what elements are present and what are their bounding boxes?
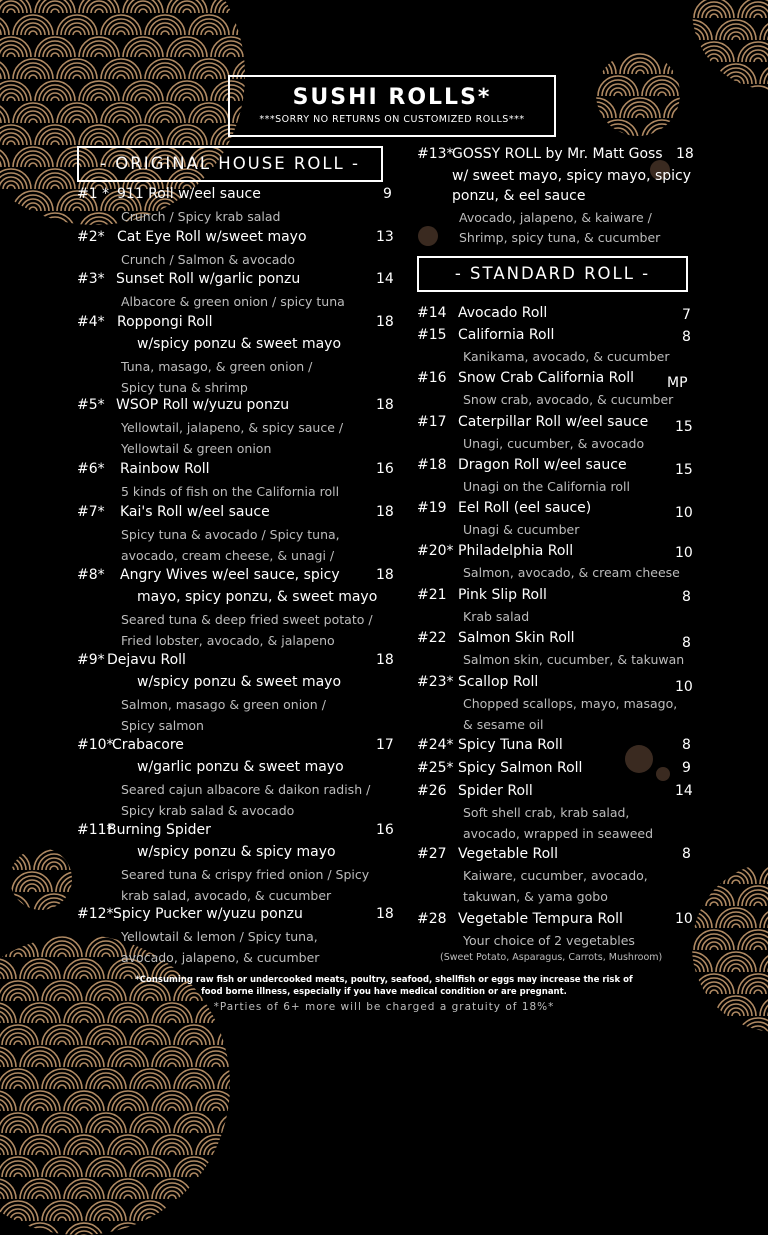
item-name: Spider Roll [458,783,533,799]
item-description: avocado, jalapeno, & cucumber [121,950,320,965]
item-description: Soft shell crab, krab salad, [463,805,630,820]
item-name: Crabacore [112,737,184,753]
item-description: Avocado, jalapeno, & kaiware / [459,210,652,225]
item-number: #3* [77,271,105,287]
item-sauce: w/ sweet mayo, spicy mayo, spicy [452,168,692,184]
item-number: #1 * [77,186,110,202]
item-number: #16 [417,370,447,386]
item-price: 18 [376,567,394,583]
item-name: Roppongi Roll [117,314,213,330]
item-price: 10 [675,545,693,561]
item-number: #14 [417,305,447,321]
item-price: 14 [376,271,394,287]
item-number: #24* [417,737,454,753]
decorative-pattern-small-top-right [596,52,680,136]
item-sauce: w/garlic ponzu & sweet mayo [137,759,344,775]
item-description: Kaiware, cucumber, avocado, [463,868,648,883]
item-price: 15 [675,462,693,478]
item-name: Spicy Tuna Roll [458,737,563,753]
item-description: Yellowtail & lemon / Spicy tuna, [121,929,318,944]
item-price: 7 [682,307,691,323]
decorative-pattern-mid-left [10,848,72,910]
item-name: Sunset Roll w/garlic ponzu [116,271,301,287]
item-description: Spicy tuna & shrimp [121,380,248,395]
item-price: 9 [682,760,691,776]
item-description: Albacore & green onion / spicy tuna [121,294,345,309]
item-description: Shrimp, spicy tuna, & cucumber [459,230,661,245]
item-name: Kai's Roll w/eel sauce [120,504,270,520]
item-name: GOSSY ROLL by Mr. Matt Goss [452,146,663,162]
item-name: Avocado Roll [458,305,548,321]
decorative-dot [656,767,670,781]
item-price: 18 [376,397,394,413]
item-number: #7* [77,504,105,520]
item-name: Burning Spider [107,822,211,838]
item-description: Crunch / Salmon & avocado [121,252,295,267]
item-number: #10* [77,737,114,753]
item-name: Salmon Skin Roll [458,630,575,646]
item-description: Tuna, masago, & green onion / [121,359,313,374]
wave-pattern-icon [10,848,72,910]
item-number: #11* [77,822,114,838]
item-description: Unagi on the California roll [463,479,630,494]
item-name: Caterpillar Roll w/eel sauce [458,414,649,430]
item-number: #27 [417,846,447,862]
item-number: #20* [417,543,454,559]
item-description: & sesame oil [463,717,544,732]
item-price: 15 [675,419,693,435]
item-description: Yellowtail & green onion [121,441,272,456]
standard-roll-heading: - STANDARD ROLL - [417,256,688,292]
item-description: Crunch / Spicy krab salad [121,209,281,224]
item-price: 16 [376,461,394,477]
item-name: California Roll [458,327,555,343]
item-price: 14 [675,783,693,799]
item-price: 8 [682,635,691,651]
item-sauce: w/spicy ponzu & sweet mayo [137,674,342,690]
wave-pattern-icon [692,0,768,90]
item-price: 9 [383,186,392,202]
item-name: Snow Crab California Roll [458,370,635,386]
item-description: Salmon skin, cucumber, & takuwan [463,652,685,667]
item-note: (Sweet Potato, Asparagus, Carrots, Mushroom) [440,952,663,963]
item-price: 18 [376,652,394,668]
item-price: 18 [676,146,694,162]
item-name: Pink Slip Roll [458,587,547,603]
item-number: #22 [417,630,447,646]
item-price: 8 [682,737,691,753]
item-price: 8 [682,589,691,605]
item-description: Kanikama, avocado, & cucumber [463,349,670,364]
item-name: Cat Eye Roll w/sweet mayo [117,229,307,245]
item-name: Philadelphia Roll [458,543,574,559]
item-number: #19 [417,500,447,516]
title-box [228,75,556,137]
page-subtitle: ***SORRY NO RETURNS ON CUSTOMIZED ROLLS*** [259,114,525,125]
item-description: Yellowtail, jalapeno, & spicy sauce / [121,420,344,435]
item-number: #9* [77,652,105,668]
item-price: 13 [376,229,394,245]
item-number: #17 [417,414,447,430]
item-description: Seared tuna & deep fried sweet potato / [121,612,373,627]
wave-pattern-icon [596,52,680,136]
item-sauce: w/spicy ponzu & sweet mayo [137,336,342,352]
item-name: Scallop Roll [458,674,539,690]
item-price: 10 [675,911,693,927]
gratuity-notice: *Parties of 6+ more will be charged a gratuity of 18%* [213,1001,555,1013]
item-name: Vegetable Tempura Roll [458,911,623,927]
item-sauce: mayo, spicy ponzu, & sweet mayo [137,589,378,605]
item-description: Seared cajun albacore & daikon radish / [121,782,371,797]
item-description: Unagi, cucumber, & avocado [463,436,645,451]
item-number: #25* [417,760,454,776]
item-description: Chopped scallops, mayo, masago, [463,696,678,711]
item-description: takuwan, & yama gobo [463,889,608,904]
food-safety-notice: *Consuming raw fish or undercooked meats, poultry, seafood, shellfish or eggs may increase the risk of [135,975,633,985]
item-description: Snow crab, avocado, & cucumber [463,392,674,407]
item-description: Unagi & cucumber [463,522,580,537]
item-price: MP [667,375,688,391]
item-description: Seared tuna & crispy fried onion / Spicy [121,867,370,882]
item-price: 10 [675,505,693,521]
item-name: Rainbow Roll [120,461,210,477]
item-name: Eel Roll (eel sauce) [458,500,592,516]
decorative-dot [418,226,438,246]
food-safety-notice-line2: food borne illness, especially if you have medical condition or are pregnant. [201,987,567,997]
item-number: #6* [77,461,105,477]
item-price: 16 [376,822,394,838]
decorative-pattern-top-right [692,0,768,90]
item-name: 911 Roll w/eel sauce [117,186,261,202]
item-name: Angry Wives w/eel sauce, spicy [120,567,340,583]
item-price: 8 [682,846,691,862]
item-number: #12* [77,906,114,922]
item-price: 17 [376,737,394,753]
item-number: #28 [417,911,447,927]
item-price: 8 [682,329,691,345]
item-name: Vegetable Roll [458,846,558,862]
item-number: #5* [77,397,105,413]
item-number: #23* [417,674,454,690]
item-sauce: ponzu, & eel sauce [452,188,586,204]
item-number: #13* [417,146,454,162]
item-number: #8* [77,567,105,583]
page-title: SUSHI ROLLS* [292,85,492,110]
item-number: #21 [417,587,447,603]
decorative-dot [625,745,653,773]
item-name: Spicy Pucker w/yuzu ponzu [113,906,303,922]
item-number: #2* [77,229,105,245]
item-description: Krab salad [463,609,530,624]
item-description: krab salad, avocado, & cucumber [121,888,332,903]
item-description: avocado, cream cheese, & unagi / [121,548,335,563]
item-name: WSOP Roll w/yuzu ponzu [116,397,290,413]
item-description: Salmon, masago & green onion / [121,697,326,712]
item-price: 18 [376,504,394,520]
item-price: 10 [675,679,693,695]
item-description: Your choice of 2 vegetables [463,933,635,948]
item-number: #4* [77,314,105,330]
item-description: Spicy krab salad & avocado [121,803,295,818]
item-description: 5 kinds of fish on the California roll [121,484,340,499]
item-description: Salmon, avocado, & cream cheese [463,565,680,580]
item-number: #18 [417,457,447,473]
item-description: avocado, wrapped in seaweed [463,826,654,841]
item-price: 18 [376,314,394,330]
item-description: Spicy salmon [121,718,204,733]
item-sauce: w/spicy ponzu & spicy mayo [137,844,336,860]
item-number: #26 [417,783,447,799]
item-name: Spicy Salmon Roll [458,760,583,776]
original-house-roll-heading: - ORIGINAL HOUSE ROLL - [77,146,383,182]
item-name: Dejavu Roll [107,652,186,668]
item-description: Spicy tuna & avocado / Spicy tuna, [121,527,340,542]
item-number: #15 [417,327,447,343]
item-description: Fried lobster, avocado, & jalapeno [121,633,335,648]
item-price: 18 [376,906,394,922]
item-name: Dragon Roll w/eel sauce [458,457,627,473]
